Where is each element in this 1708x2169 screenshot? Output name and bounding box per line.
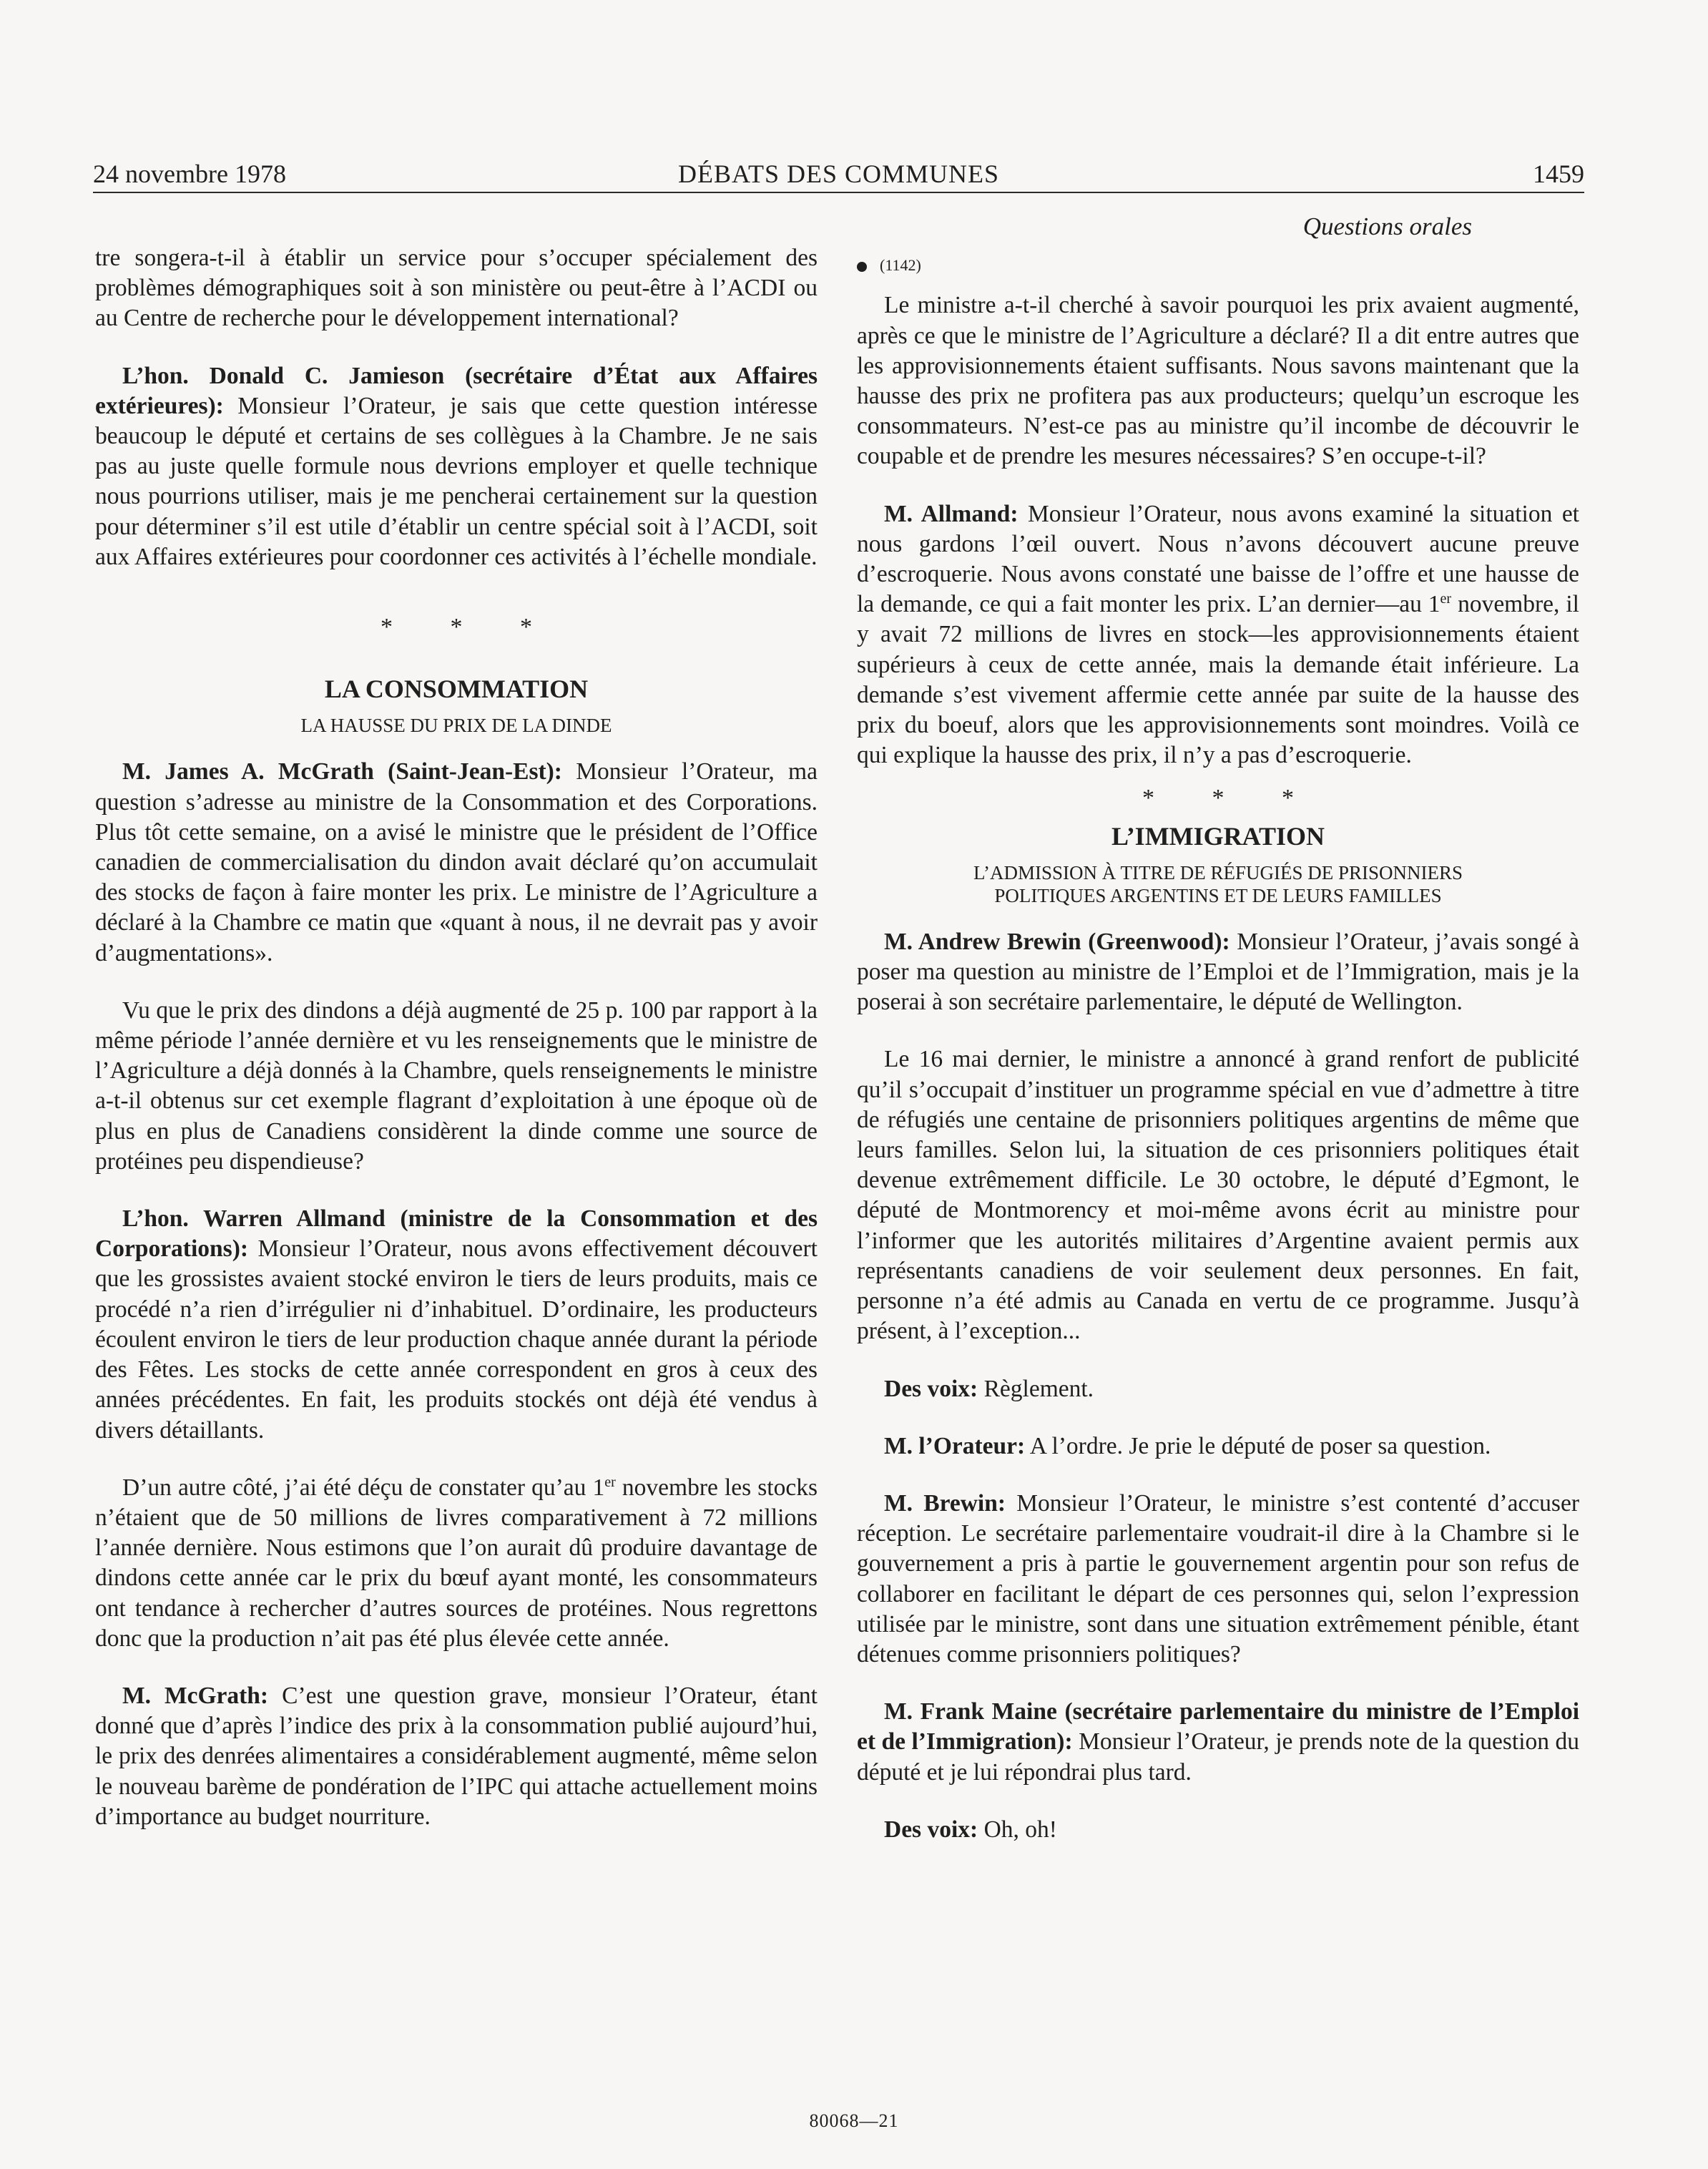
speaker-voices: Des voix: — [884, 1375, 978, 1402]
speaker-allmand: L’hon. Warren Allmand (ministre de la Consommation et des Corporations): — [95, 1205, 818, 1263]
mcgrath-supplementary — [95, 1681, 818, 1832]
left-continuation-paragraph: tre songera-t-il à établir un service pour s’occuper spécialement des problèmes démographiques soit à son ministère ou peut-être à l’ACDI ou au Centre de recherche pour le développement international? — [95, 245, 818, 332]
bullet-icon — [857, 262, 867, 272]
voices-interjection-1 — [857, 1374, 1579, 1404]
speaker-voices: Des voix: — [884, 1816, 978, 1843]
jamieson-text: Monsieur l’Orateur, je sais que cette question intéresse beaucoup le député et certains de ses collègues à la Chambre. Je ne sais pas au juste quelle formule nous devrions employer et quelle technique nous pourrions utiliser, mais je me pencherai certainement sur la question pour déterminer s’il est utile d’établir un centre spécial soit à l’ACDI, soit aux Affaires extérieures pour coordonner ces activités à l’échelle mondiale. — [95, 392, 818, 570]
allmand-second-response — [857, 499, 1579, 771]
jamieson-response — [95, 361, 818, 572]
allmand-second-part-a: Monsieur l’Orateur, nous avons examiné la situation et nous gardons l’œil ouvert. Nous n’avons découvert aucune preuve d’escroquerie. Nous avons constaté une baisse de l’offre et une hausse de la demande, ce qui a fait monter les prix. L’an dernier—au 1 — [857, 500, 1579, 618]
header-date: 24 novembre 1978 — [93, 160, 286, 188]
voices-text-1: Règlement. — [978, 1375, 1094, 1402]
orateur-text: A l’ordre. Je prie le député de poser sa question. — [1025, 1432, 1491, 1459]
maine-response — [857, 1697, 1579, 1788]
subsection-line-2: POLITIQUES ARGENTINS ET DE LEURS FAMILLES — [994, 884, 1442, 906]
allmand-response-text: Monsieur l’Orateur, nous avons effectivement découvert que les grossistes avaient stocké environ le tiers de leurs produits, mais ce procédé n’a rien d’irrégulier ni d’inhabituel. D’ordinaire, les producteurs écoulent environ le tiers de leur production chaque année durant la période des Fêtes. Les stocks de cette année correspondent en gros à ceux des années précédentes. En fait, les produits stockés ont déjà été vendus à divers détaillants. — [95, 1235, 818, 1444]
right-column — [857, 212, 1579, 1845]
header-publication: DÉBATS DES COMMUNES — [677, 160, 1000, 188]
left-column — [95, 243, 818, 1832]
section-separator-stars: * * * — [381, 614, 558, 641]
speaker-brewin-short: M. Brewin: — [884, 1489, 1006, 1517]
page-footer-code: 80068—21 — [809, 2110, 899, 2131]
voices-interjection-2 — [857, 1815, 1579, 1845]
section-title-immigration: L’IMMIGRATION — [1111, 821, 1325, 851]
header-rule — [93, 192, 1584, 193]
brewin-follow-up-text: Monsieur l’Orateur, le ministre s’est contenté d’accuser réception. Le secrétaire parlementaire voudrait-il dire à la Chambre si le gouvernement a pris à partie le gouvernement argentin pour son refus de collaborer en facilitant le départ de ces personnes qui, selon l’expression utilisée par le ministre, sont dans une situation extrêmement pénible, étant détenues comme prisonniers politiques? — [857, 1489, 1579, 1668]
header-page-number: 1459 — [1533, 160, 1584, 188]
voices-text-2: Oh, oh! — [978, 1816, 1057, 1843]
mcgrath-supplementary-text: C’est une question grave, monsieur l’Orateur, étant donné que d’après l’indice des prix à la consommation publié aujourd’hui, le prix des denrées alimentaires a considérablement augmenté, même selon le nouveau barème de pondération de l’IPC qui attache actuellement moins d’importance au budget nourriture. — [95, 1682, 818, 1830]
time-marker-label: (1142) — [880, 256, 921, 275]
brewin-question — [857, 927, 1579, 1018]
subsection-title-dinde: LA HAUSSE DU PRIX DE LA DINDE — [300, 715, 612, 737]
speaker-mcgrath-short: M. McGrath: — [122, 1682, 269, 1709]
speaker-allmand-short: M. Allmand: — [884, 500, 1019, 527]
ordinal-superscript: er — [604, 1474, 616, 1490]
time-marker — [857, 250, 1579, 280]
speaker-brewin: M. Andrew Brewin (Greenwood): — [884, 928, 1230, 955]
allmand-response-continued — [95, 1473, 818, 1654]
brewin-follow-up — [857, 1489, 1579, 1670]
allmand-second-part-b: novembre, il y avait 72 millions de livres en stock—les approvisionnements étaient supérieurs à ceux de cette année, mais la demande était inférieure. La demande s’est vivement affermie cette année par suite de la hausse des prix du boeuf, alors que les approvisionnements sont moindres. Voilà ce qui explique la hausse des prix, il n’y a pas d’escroquerie. — [857, 591, 1579, 769]
maine-response-text: Monsieur l’Orateur, je prends note de la question du député et je lui répondrai plus tard. — [857, 1728, 1579, 1786]
allmand-continued-part-a: D’un autre côté, j’ai été déçu de constater qu’au 1 — [122, 1474, 605, 1501]
subsection-line-1: L’ADMISSION À TITRE DE RÉFUGIÉS DE PRISONNIERS — [973, 861, 1463, 883]
section-title-consommation: LA CONSOMMATION — [324, 675, 589, 704]
mcgrath-question-continued: Vu que le prix des dindons a déjà augmenté de 25 p. 100 par rapport à la même période l’année dernière et vu les renseignements que le ministre de l’Agriculture a déjà donnés à la Chambre, quels renseignements le ministre a-t-il obtenus sur cet exemple flagrant d’exploitation à une époque où de plus en plus de Canadiens considèrent la dinde comme une source de protéines peu dispendieuse? — [95, 997, 818, 1175]
subsection-title-refugies — [857, 861, 1579, 907]
speaker-jamieson: L’hon. Donald C. Jamieson (secrétaire d’État aux Affaires extérieures): — [95, 362, 818, 419]
speaker-mcgrath: M. James A. McGrath (Saint-Jean-Est): — [122, 758, 562, 785]
mcgrath-question-text: Monsieur l’Orateur, ma question s’adresse au ministre de la Consommation et des Corporations. Plus tôt cette semaine, on a avisé le ministre que le président de l’Office canadien de commercialisation du dindon avait déclaré qu’on accumulait des stocks de façon à faire monter les prix. Le ministre de l’Agriculture a déclaré à la Chambre ce matin que «quant à nous, il ne devrait pas y avoir d’augmentations». — [95, 758, 818, 966]
running-head: Questions orales — [1302, 212, 1472, 240]
speaker-orateur: M. l’Orateur: — [884, 1432, 1026, 1459]
section-separator-stars: * * * — [1142, 785, 1320, 812]
page-header — [93, 156, 1584, 192]
speaker-maine: M. Frank Maine (secrétaire parlementaire du ministre de l’Emploi et de l’Immigration): — [857, 1698, 1579, 1756]
brewin-question-text: Monsieur l’Orateur, j’avais songé à poser ma question au ministre de l’Emploi et de l’Immigration, mais je la poserai à son secrétaire parlementaire, le député de Wellington. — [857, 928, 1579, 1016]
mcgrath-question — [95, 757, 818, 968]
ordinal-superscript: er — [1440, 591, 1452, 607]
brewin-question-continued: Le 16 mai dernier, le ministre a annoncé à grand renfort de publicité qu’il s’occupait d’instituer un programme spécial en vue d’admettre à titre de réfugiés une centaine de prisonniers politiques argentins de même que leurs familles. Selon lui, la situation de ces prisonniers politiques était devenue extrêmement difficile. Le 30 octobre, le député d’Egmont, le député de Montmorency et moi-même avons écrit au ministre pour l’informer que les autorités militaires d’Argentine avaient permis aux représentants canadiens de voir seulement deux personnes. En fait, personne n’a été admis au Canada en vertu de ce programme. Jusqu’à présent, à l’exception... — [857, 1046, 1579, 1345]
mcgrath-supplementary-continued: Le ministre a-t-il cherché à savoir pourquoi les prix avaient augmenté, après ce que le ministre de l’Agriculture a déclaré? Il a dit entre autres que les approvisionnements étaient suffisants. Nous savons maintenant que la hausse des prix ne profitera pas aux producteurs; quelqu’un escroque les consommateurs. N’est-ce pas au ministre qu’il incombe de découvrir le coupable et de prendre les mesures nécessaires? S’en occupe-t-il? — [857, 292, 1579, 470]
allmand-continued-part-b: novembre les stocks n’étaient que de 50 millions de livres comparativement à 72 millions l’année dernière. Nous estimons que l’on aurait dû produire davantage de dindons cette année car le prix du bœuf ayant monté, les consommateurs ont tendance à rechercher d’autres sources de protéines. Nous regrettons donc que la production n’ait pas été plus élevée cette année. — [95, 1474, 818, 1652]
allmand-response — [95, 1204, 818, 1446]
speaker-ruling — [857, 1431, 1579, 1461]
